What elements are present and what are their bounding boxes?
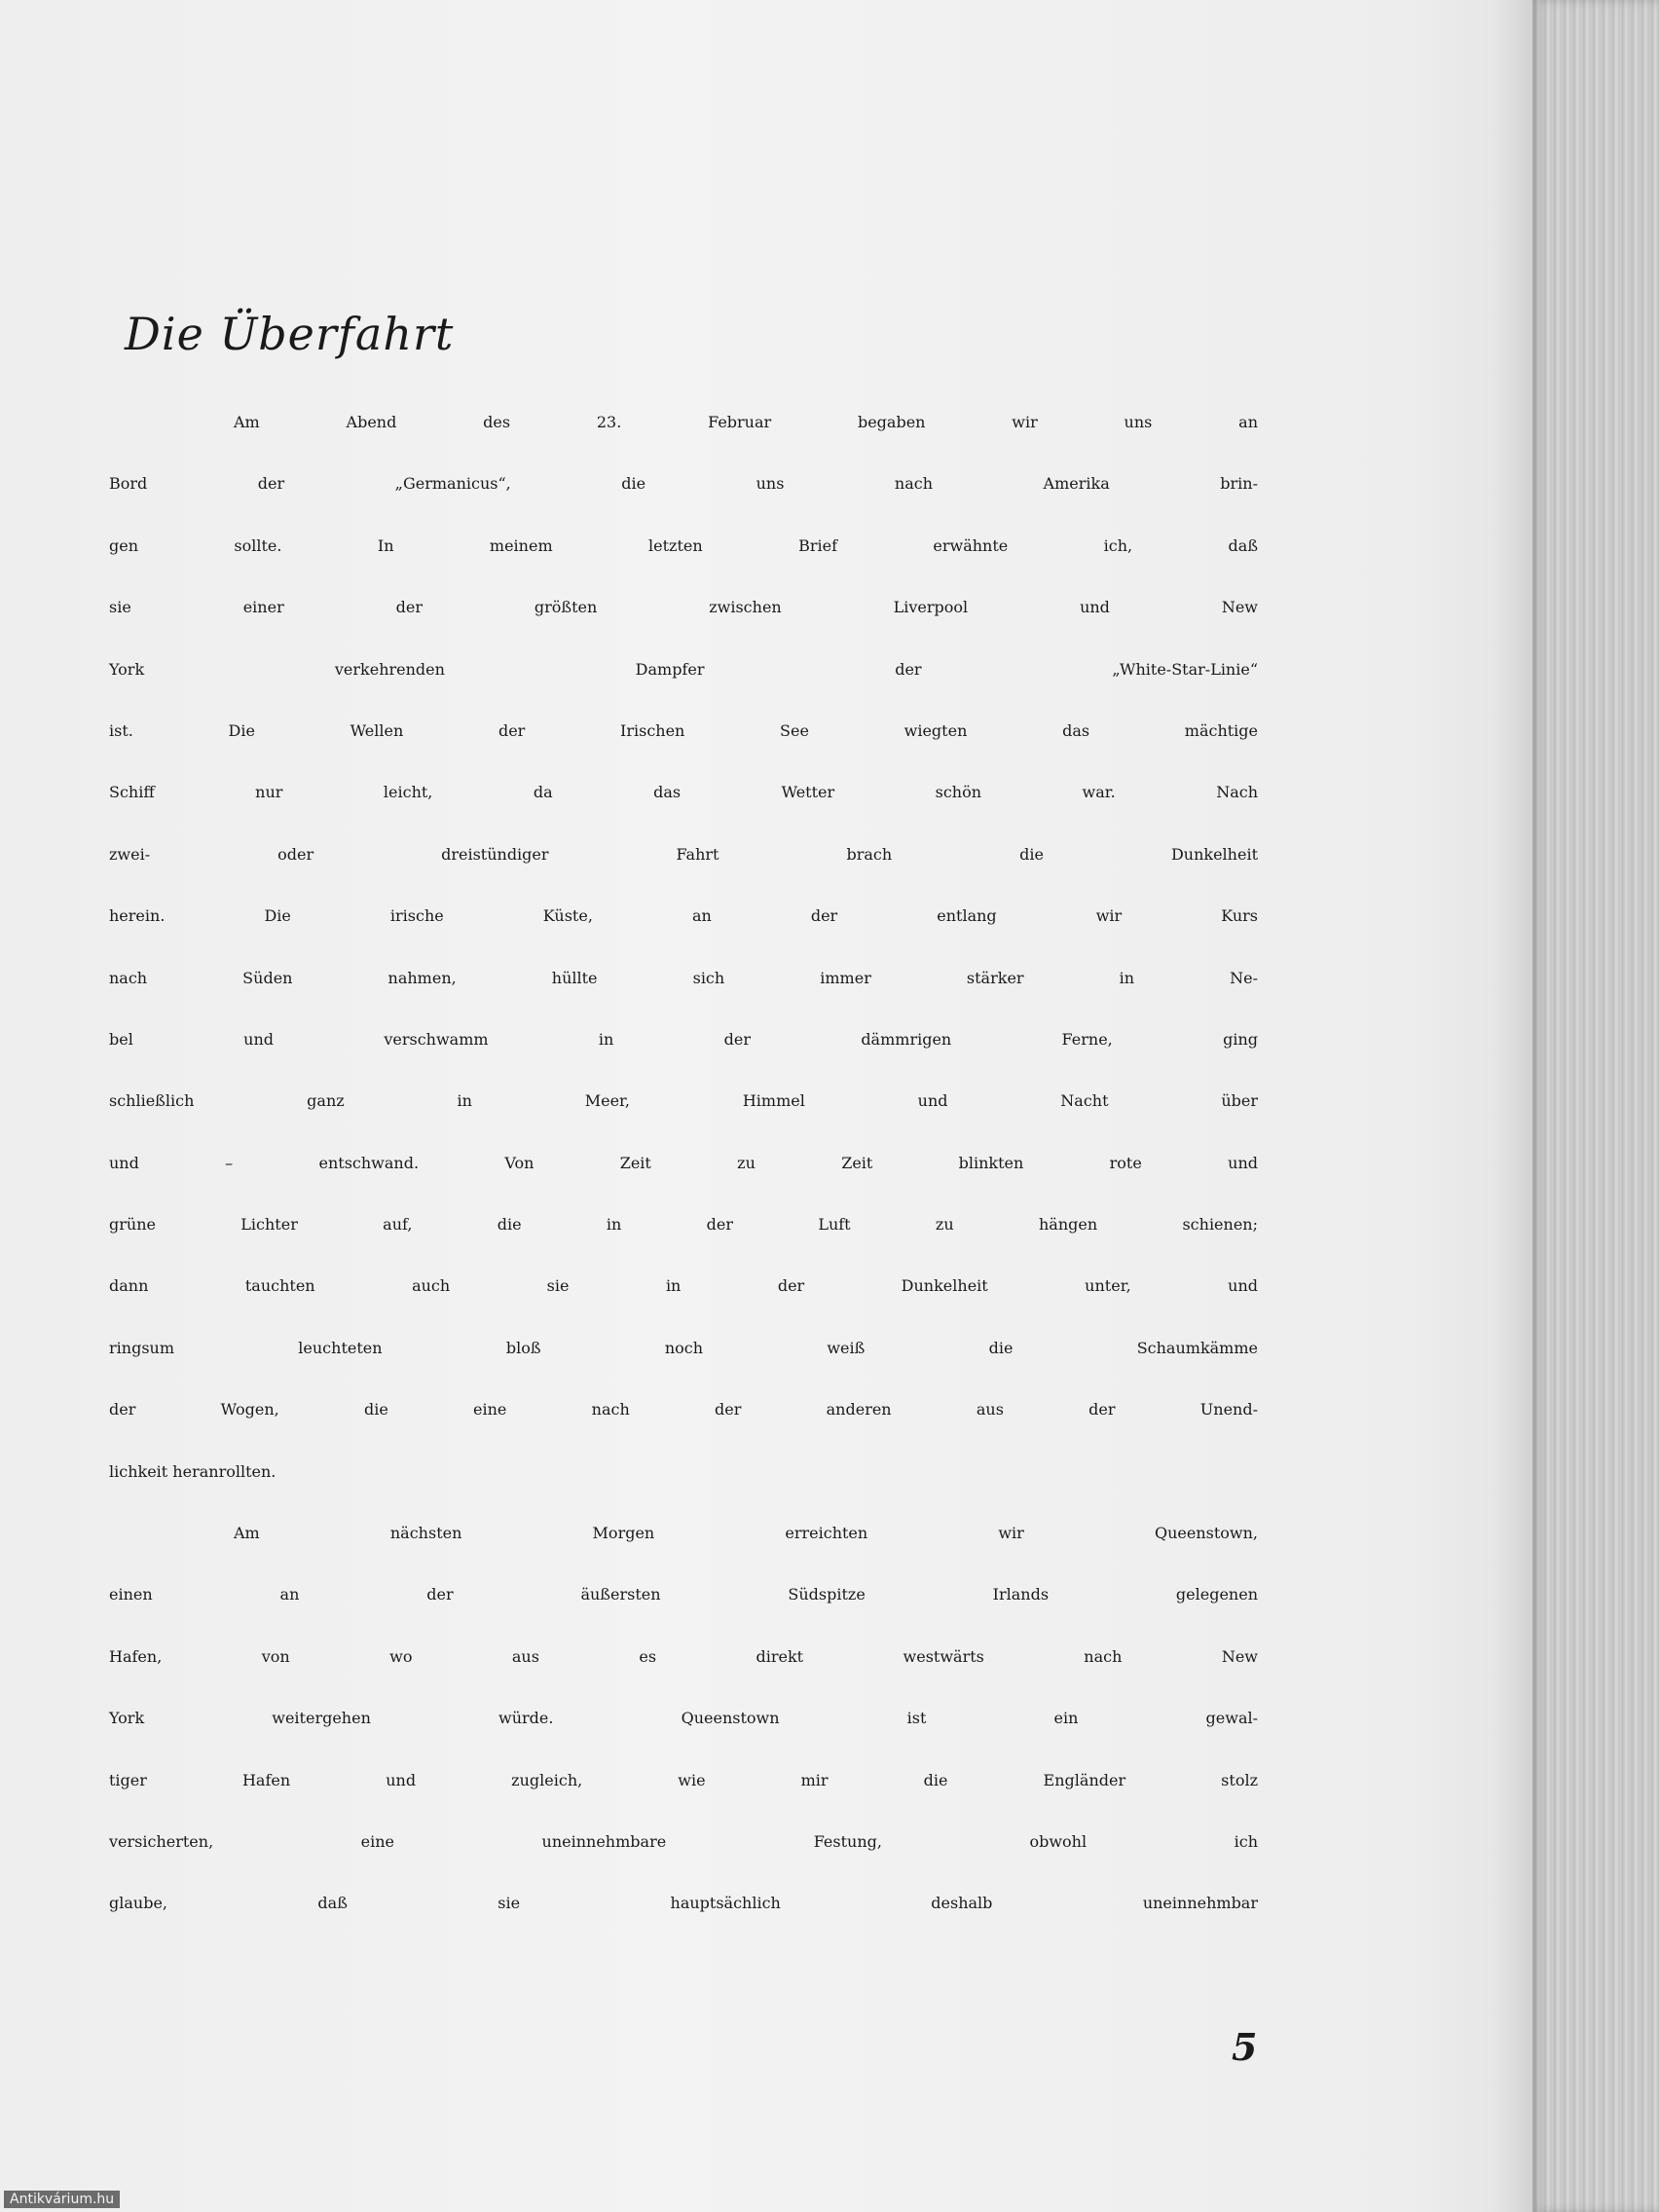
text-line: Bord der „Germanicus“, die uns nach Amerika brin- xyxy=(109,474,1258,494)
page-number: 5 xyxy=(1232,2025,1258,2069)
text-line: Hafen, von wo aus es direkt westwärts nach New xyxy=(109,1646,1258,1666)
text-line: Schiff nur leicht, da das Wetter schön war. Nach xyxy=(109,783,1258,802)
text-line: York weitergehen würde. Queenstown ist ein gewal- xyxy=(109,1709,1258,1728)
text-line: grüne Lichter auf, die in der Luft zu hängen schienen; xyxy=(109,1215,1258,1235)
text-line: versicherten, eine uneinnehmbare Festung, obwohl ich xyxy=(109,1831,1258,1851)
text-line: der Wogen, die eine nach der anderen aus der Unend- xyxy=(109,1400,1258,1419)
book-edge xyxy=(1532,0,1659,2212)
page-gutter-shadow xyxy=(1493,0,1532,2212)
text-line: ist. Die Wellen der Irischen See wiegten das mächtige xyxy=(109,720,1258,740)
chapter-heading: Die Überfahrt xyxy=(125,308,455,360)
text-line: herein. Die irische Küste, an der entlang wir Kurs xyxy=(109,906,1258,926)
text-line: zwei- oder dreistündiger Fahrt brach die Dunkelheit xyxy=(109,844,1258,864)
text-line: Am nächsten Morgen erreichten wir Queenstown, xyxy=(234,1524,1258,1542)
text-line: lichkeit heranrollten. xyxy=(109,1461,276,1481)
text-line: schließlich ganz in Meer, Himmel und Nacht über xyxy=(109,1091,1258,1111)
text-line: York verkehrenden Dampfer der „White-Star-Linie“ xyxy=(109,659,1258,679)
text-line: glaube, daß sie hauptsächlich deshalb uneinnehmbar xyxy=(109,1894,1258,1913)
paragraph-2 xyxy=(109,1524,1258,1956)
text-line: und – entschwand. Von Zeit zu Zeit blinkten rote und xyxy=(109,1153,1258,1172)
text-line: nach Süden nahmen, hüllte sich immer stärker in Ne- xyxy=(109,968,1258,987)
text-line: sie einer der größten zwischen Liverpool und New xyxy=(109,598,1258,617)
text-line: gen sollte. In meinem letzten Brief erwähnte ich, daß xyxy=(109,535,1258,555)
text-line: ringsum leuchteten bloß noch weiß die Schaumkämme xyxy=(109,1338,1258,1357)
text-line: bel und verschwamm in der dämmrigen Ferne, ging xyxy=(109,1029,1258,1049)
text-line: tiger Hafen und zugleich, wie mir die Engländer stolz xyxy=(109,1770,1258,1789)
text-line: dann tauchten auch sie in der Dunkelheit unter, und xyxy=(109,1276,1258,1296)
text-line: Am Abend des 23. Februar begaben wir uns an xyxy=(234,413,1258,431)
watermark: Antikvárium.hu xyxy=(4,2191,120,2208)
paragraph-1 xyxy=(109,413,1258,1524)
text-line: einen an der äußersten Südspitze Irlands gelegenen xyxy=(109,1585,1258,1604)
